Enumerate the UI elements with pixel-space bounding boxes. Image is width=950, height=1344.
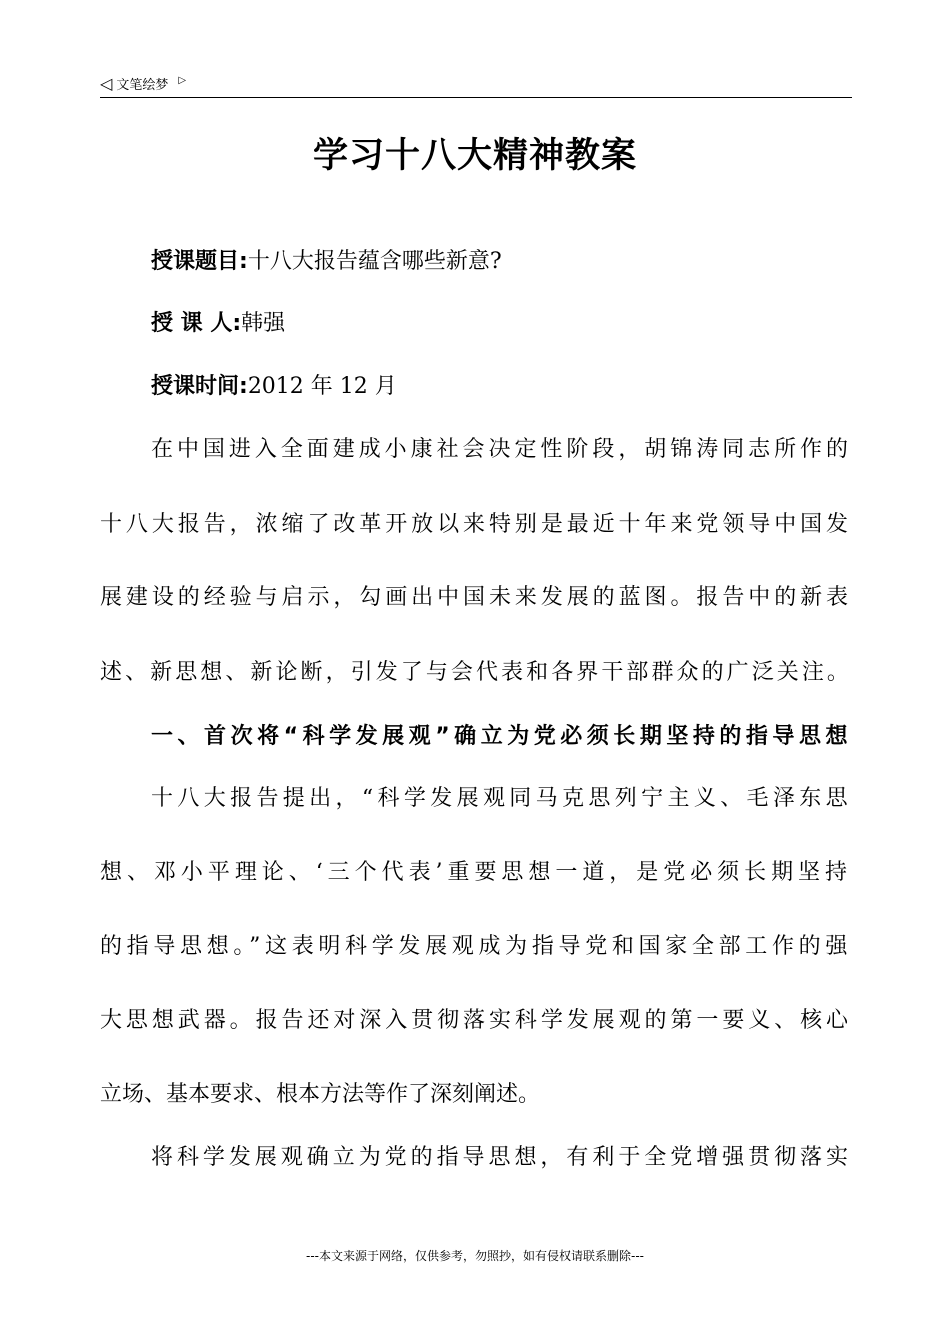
meta-value: 韩强: [241, 311, 286, 336]
meta-label: 授课时间:: [151, 374, 248, 399]
page-header: [100, 74, 186, 93]
triangle-right-icon: ▷: [178, 75, 187, 86]
document-title: 学习十八大精神教案: [312, 136, 637, 176]
meta-value: 2012 年 12 月: [247, 374, 397, 399]
meta-topic: [151, 244, 502, 275]
meta-value: 十八大报告蕴含哪些新意?: [247, 249, 502, 274]
meta-teacher: [151, 306, 285, 337]
brand-text: 文笔绘梦: [116, 78, 169, 93]
triangle-left-icon: ◁: [100, 73, 113, 93]
meta-time: [151, 369, 397, 400]
page-footer: ---本文来源于网络，仅供参考，勿照抄，如有侵权请联系删除---: [306, 1249, 644, 1263]
meta-label: 授 课 人:: [151, 311, 242, 336]
header-rule: [100, 97, 852, 98]
meta-label: 授课题目:: [151, 249, 248, 274]
